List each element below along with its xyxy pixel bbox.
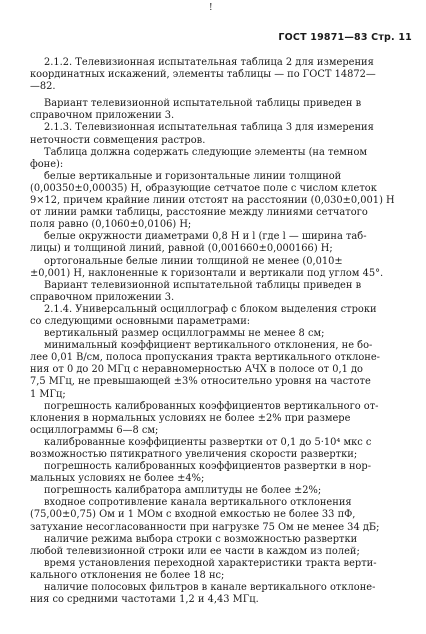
text-line: ния со средними частотами 1,2 и 4,43 МГц. [30, 594, 259, 606]
text-line: затухание несогласованности при нагрузке 75 Ом не менее 34 дБ; [30, 521, 380, 533]
text-line: клонения в нормальных условиях не более ±2% при размере [30, 412, 351, 424]
text-line: 7,5 МГц, не превышающей ±3% относительно уровня на частоте [30, 376, 371, 388]
text-line: Вариант телевизионной испытательной таблицы приведен в [44, 279, 362, 291]
text-line: 9×12, причем крайние линии отстоят на расстоянии (0,030±0,001) H [30, 195, 395, 207]
text-line: справочном приложении 3. [30, 110, 175, 122]
text-line: Вариант телевизионной испытательной таблицы приведен в [44, 98, 362, 110]
text-line: вертикальный размер осциллограммы не менее 8 см; [44, 328, 325, 340]
text-line: калиброванные коэффициенты развертки от 0,1 до 5·10⁴ мкс с [44, 436, 372, 448]
text-line: неточности совмещения растров. [30, 134, 206, 146]
text-line: осциллограммы 6—8 см; [30, 424, 159, 436]
text-line: 2.1.4. Универсальный осциллограф с блоком выделения строки [44, 303, 377, 315]
text-line: наличие полосовых фильтров в канале вертикального отклоне- [44, 582, 376, 594]
text-line: 2.1.3. Телевизионная испытательная таблица 3 для измерения [44, 122, 374, 134]
text-line: 1 МГц; [30, 388, 66, 400]
text-line: (0,00350±0,00035) H, образующие сетчатое поле с числом клеток [30, 182, 377, 194]
text-line: погрешность калиброванных коэффициентов развертки в нор- [44, 461, 372, 473]
text-line: от линии рамки таблицы, расстояние между линиями сетчатого [30, 207, 368, 219]
top-mark: ! [209, 3, 213, 13]
text-line: поля равно (0,1060±0,0106) H; [30, 219, 192, 231]
text-line: минимальный коэффициент вертикального отклонения, не бо- [44, 340, 373, 352]
page-header [278, 32, 412, 43]
text-line: входное сопротивление канала вертикального отклонения [44, 497, 352, 509]
document-body [30, 57, 414, 606]
text-line: ния от 0 до 20 МГц с неравномерностью АЧХ в полосе от 0,1 до [30, 364, 363, 376]
text-line: фоне): [30, 158, 64, 170]
standard-number: ГОСТ 19871—83 [278, 32, 368, 43]
text-line: 2.1.2. Телевизионная испытательная таблица 2 для измерения [44, 57, 374, 68]
text-line: —82. [30, 81, 56, 93]
text-line: любой телевизионной строки или ее части в каждом из полей; [30, 545, 360, 557]
text-line: белые вертикальные и горизонтальные линии толщиной [44, 170, 342, 182]
text-line: кального отклонения не более 18 нс; [30, 569, 225, 581]
text-line: координатных искажений, элементы таблицы — по ГОСТ 14872— [30, 69, 376, 81]
text-line: ±0,001) H, наклоненные к горизонтали и вертикали под углом 45°. [30, 267, 384, 279]
text-line: белые окружности диаметрами 0,8 H и l (где l — ширина таб- [44, 231, 367, 243]
text-line: Таблица должна содержать следующие элементы (на темном [44, 146, 368, 158]
text-line: возможностью пятикратного увеличения скорости развертки; [30, 449, 358, 460]
page-number: Стр. 11 [371, 32, 412, 43]
text-line: ортогональные белые линии толщиной не менее (0,010± [44, 255, 343, 267]
text-line: мальных условиях не более ±4%; [30, 473, 205, 485]
text-line: наличие режима выбора строки с возможностью развертки [44, 533, 358, 545]
text-line: лее 0,01 В/см, полоса пропускания тракта вертикального отклоне- [30, 352, 381, 364]
text-line: справочном приложении 3. [30, 291, 175, 303]
text-line: лицы) и толщиной линий, равной (0,001660±0,000166) H; [30, 243, 333, 255]
text-line: погрешность калиброванных коэффициентов вертикального от- [44, 400, 379, 412]
text-line: (75,00±0,75) Ом и 1 МОм с входной емкостью не более 33 пФ, [30, 509, 356, 521]
text-line: время установления переходной характеристики тракта верти- [44, 557, 377, 569]
text-line: погрешность калибратора амплитуды не более ±2%; [44, 485, 322, 497]
text-line: со следующими основными параметрами: [30, 315, 251, 327]
